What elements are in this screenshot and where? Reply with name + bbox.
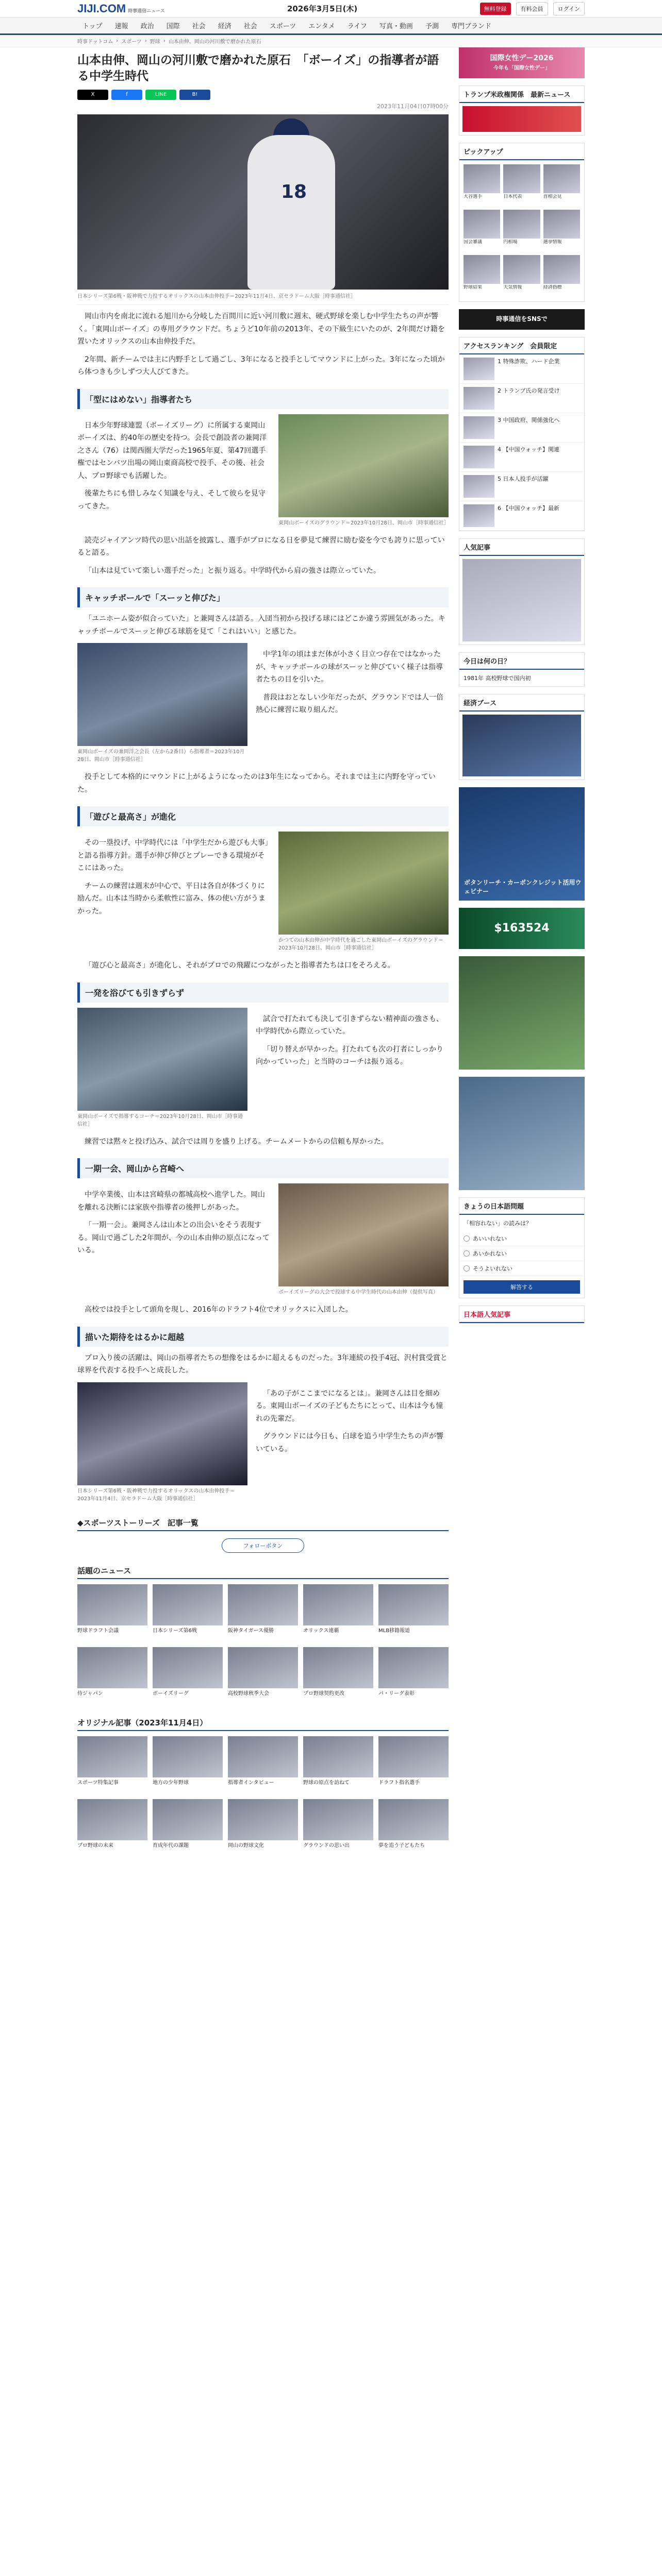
ranking-item[interactable] [459, 472, 584, 501]
pickup-image [464, 210, 500, 239]
trend-heading: トランプ米政権関係 最新ニュース [459, 86, 584, 103]
card-image [378, 1647, 449, 1688]
today-text[interactable]: 1981年 高校野球で国内初 [464, 675, 531, 682]
ranking-title: 2 トランプ氏の発言受け [498, 387, 560, 394]
ranking-item[interactable] [459, 501, 584, 531]
ranking-item[interactable] [459, 413, 584, 443]
pickup-image [543, 255, 580, 284]
price-banner[interactable]: $163524 [459, 908, 585, 949]
original-card[interactable] [228, 1736, 298, 1794]
card-title: 岡山の野球文化 [228, 1842, 264, 1849]
pickup-item[interactable] [543, 210, 580, 252]
ad-banner[interactable] [459, 787, 585, 901]
photo-image [278, 1183, 449, 1286]
pickup-title: 野球結果 [464, 285, 483, 290]
nav-item[interactable]: 社会 [192, 23, 206, 30]
person-image[interactable] [462, 559, 581, 641]
breadcrumb-item[interactable]: 時事ドットコム [77, 39, 113, 45]
ranking-thumb [464, 504, 494, 527]
photo-caption: 東岡山ボーイズで指導するコーチ＝2023年10月28日、岡山市［時事通信社］ [77, 1113, 243, 1127]
pickup-title: 首相会見 [543, 194, 562, 199]
original-heading: オリジナル記事（2023年11月4日） [77, 1717, 449, 1731]
section-heading: 一期一会、岡山から宮崎へ [77, 1158, 449, 1178]
photo-caption: 東岡山ボーイズのグラウンド＝2023年10月28日、岡山市［時事通信社］ [278, 520, 449, 526]
article-photo[interactable] [278, 414, 449, 529]
nav-item[interactable]: 経済 [218, 23, 231, 30]
survey-option[interactable] [459, 1231, 584, 1246]
card-image [77, 1584, 147, 1625]
related-card[interactable] [378, 1584, 449, 1642]
article-photo[interactable] [278, 832, 449, 954]
today-box [459, 652, 585, 687]
card-title: 指導者インタビュー [228, 1780, 274, 1786]
article-title: 山本由伸、岡山の河川敷で磨かれた原石 「ボーイズ」の指導者が語る中学生時代 [77, 54, 439, 83]
photo-image [77, 643, 247, 746]
card-image [378, 1736, 449, 1777]
card-image [228, 1584, 298, 1625]
card-image [77, 1736, 147, 1777]
photo-image [77, 1382, 247, 1485]
card-title: パ・リーグ表彰 [378, 1690, 415, 1697]
section-heading: 一発を浴びても引きずらず [77, 982, 449, 1003]
ranking-thumb [464, 446, 494, 468]
pickup-title: 天気情報 [503, 285, 522, 290]
pickup-image [503, 255, 540, 284]
card-title: 阪神タイガース優勝 [228, 1628, 274, 1634]
pickup-title: 経済指標 [543, 285, 562, 290]
econ-heading: 経済ブース [459, 694, 584, 711]
publish-date: 2023年11月04日07時00分 [377, 103, 449, 110]
line-share-icon[interactable]: LINE [145, 90, 176, 100]
section-heading: 「遊びと最高さ」が進化 [77, 806, 449, 826]
nav-item[interactable]: 国際 [166, 23, 180, 30]
trend-box [459, 86, 585, 135]
paragraph: チームの練習は週末が中心で、平日は各自が体づくりに励んだ。山本は当時から柔軟性に富み、体の使い方がうまかった。 [77, 882, 266, 916]
sidebar [459, 47, 585, 1331]
breadcrumb-item[interactable]: 野球 [150, 39, 160, 45]
card-title: プロ野球の未来 [77, 1842, 113, 1849]
photo-image [278, 414, 449, 517]
related-card[interactable] [77, 1647, 147, 1705]
ranking-item[interactable] [459, 443, 584, 472]
jp-ranking-heading: 日本語人気記事 [459, 1306, 584, 1323]
radio-icon [464, 1265, 470, 1272]
pickup-item[interactable] [543, 255, 580, 297]
register-button[interactable]: 無料登録 [480, 3, 511, 15]
paragraph: 普段はおとなしい少年だったが、グラウンドでは人一倍熱心に練習に取り組んだ。 [256, 693, 443, 715]
related-card[interactable] [378, 1647, 449, 1705]
ad-banner-2[interactable] [459, 956, 585, 1070]
related-card[interactable] [153, 1584, 223, 1642]
pickup-item[interactable] [503, 255, 540, 297]
ranking-item[interactable] [459, 354, 584, 384]
photo-caption: ボーイズリーグの大会で投球する中学生時代の山本由伸（提供写真） [278, 1290, 438, 1296]
original-card[interactable] [378, 1736, 449, 1794]
related-card[interactable] [228, 1584, 298, 1642]
related-card[interactable] [303, 1584, 373, 1642]
current-date: 2026年3月5日(木) [287, 4, 358, 13]
pickup-title: 国会審議 [464, 240, 483, 245]
photo-caption: かつての山本由伸が中学時代を過ごした東岡山ボーイズのグラウンド＝2023年10月28日、岡山市［時事通信社］ [278, 938, 443, 952]
card-title: 野球ドラフト会議 [77, 1628, 119, 1634]
top-bar [0, 0, 662, 18]
card-image [378, 1584, 449, 1625]
original-card[interactable] [303, 1799, 373, 1857]
pickup-item[interactable] [503, 164, 540, 207]
survey-question: 「相容れない」の読みは？ [464, 1220, 532, 1227]
related-card[interactable] [228, 1647, 298, 1705]
card-image [153, 1736, 223, 1777]
ranking-thumb [464, 358, 494, 380]
pickup-image [543, 210, 580, 239]
card-image [378, 1799, 449, 1840]
ranking-thumb [464, 416, 494, 439]
card-title: プロ野球契約更改 [303, 1690, 344, 1697]
nav-item[interactable]: 専門ブランド [451, 23, 491, 30]
paragraph: 岡山市内を南北に流れる旭川から分岐した百間川に近い河川敷に週末、硬式野球を楽しむ中学生たちの声が響く。「東岡山ボーイズ」の専用グラウンドだ。ちょうど10年前の2013年、その下級生にいたのが、2年間だけ籍を置いたオリックスの山本由伸投手だ。 [77, 312, 445, 346]
original-card[interactable] [77, 1736, 147, 1794]
original-card[interactable] [153, 1799, 223, 1857]
premium-button[interactable]: 有料会員 [516, 2, 548, 15]
main-nav [0, 18, 662, 35]
ranking-title: 4 【中国ウォッチ】関連 [498, 446, 560, 453]
card-title: スポーツ特集記事 [77, 1780, 119, 1786]
original-card[interactable] [153, 1736, 223, 1794]
survey-box [459, 1197, 585, 1298]
card-image [303, 1584, 373, 1625]
card-title: ボーイズリーグ [153, 1690, 189, 1697]
card-title: 地方の少年野球 [153, 1780, 189, 1786]
breadcrumb-item: 山本由伸、岡山の河川敷で磨かれた原石 [168, 39, 261, 45]
paragraph: 後輩たちにも惜しみなく知識を与え、そして彼らを見守ってきた。 [77, 489, 266, 511]
pickup-title: 円相場 [503, 240, 518, 245]
paragraph: グラウンドには今日も、白球を追う中学生たちの声が響いている。 [256, 1432, 443, 1453]
original-card[interactable] [378, 1799, 449, 1857]
radio-icon [464, 1235, 470, 1242]
ranking-title: 3 中国政府、関係強化へ [498, 417, 560, 423]
ranking-thumb [464, 387, 494, 410]
site-logo[interactable]: JIJI.COM 時事通信ニュース [77, 2, 165, 15]
pickup-image [464, 164, 500, 193]
card-image [228, 1647, 298, 1688]
womens-day-banner[interactable]: 国際女性デー2026 今年も「国際女性デー」 [459, 47, 585, 78]
related-card[interactable] [77, 1584, 147, 1642]
paragraph: 「一期一会」。兼岡さんは山本との出会いをそう表現する。岡山で過ごした2年間が、今の山本由伸の原点になっている。 [77, 1221, 270, 1255]
photo-caption: 日本シリーズ第6戦・阪神戦で力投するオリックスの山本由伸投手＝2023年11月4日、京セラドーム大阪［時事通信社］ [77, 1488, 235, 1502]
card-title: 夢を追う子どもたち [378, 1842, 425, 1849]
option-label: あいかれない [473, 1250, 507, 1257]
card-image [303, 1799, 373, 1840]
original-card[interactable] [303, 1736, 373, 1794]
nav-item[interactable]: 社会 [243, 23, 257, 30]
paragraph: 中学1年の頃はまだ体が小さく目立つ存在ではなかったが、キャッチボールの球がスーッと伸びていく様子は指導者たちの目を引いた。 [256, 650, 443, 684]
chevron-right-icon: › [163, 38, 166, 44]
person-box [459, 538, 585, 645]
ranking-title: 5 日本人投手が活躍 [498, 476, 549, 482]
hero-photo[interactable] [77, 114, 449, 290]
paragraph: その一塁投げ、中学時代には「中学生だから遊びも大事」と語る指導方針。選手が伸び伸びとプレーできる環境がそこにはあった。 [77, 839, 269, 873]
pickup-image [464, 255, 500, 284]
chevron-right-icon: › [116, 38, 119, 44]
nav-item[interactable]: スポーツ [269, 23, 296, 30]
econ-image[interactable] [462, 715, 581, 776]
hero-caption: 日本シリーズ第6戦・阪神戦で力投するオリックスの山本由伸投手＝2023年11月4日、京セラドーム大阪［時事通信社］ [77, 290, 449, 305]
article-photo[interactable] [77, 643, 247, 766]
photo-image [278, 832, 449, 935]
share-bar [77, 90, 449, 100]
card-image [153, 1584, 223, 1625]
ranking-box [459, 337, 585, 531]
card-image [303, 1736, 373, 1777]
breadcrumb-item[interactable]: スポーツ [121, 39, 142, 45]
card-image [228, 1736, 298, 1777]
card-title: オリックス連覇 [303, 1628, 339, 1634]
econ-box [459, 694, 585, 780]
survey-heading: きょうの日本語問題 [459, 1198, 584, 1215]
paragraph: 中学卒業後、山本は宮崎県の都城高校へ進学した。岡山を離れる決断には家族や指導者の後押しがあった。 [77, 1191, 265, 1212]
pickup-item[interactable] [503, 210, 540, 252]
card-title: 野球の原点を訪ねて [303, 1780, 350, 1786]
x-share-icon[interactable]: X [77, 90, 108, 100]
trend-banner[interactable] [462, 106, 581, 132]
ranking-heading: アクセスランキング 会員限定 [459, 337, 584, 354]
follow-button[interactable]: フォローボタン [222, 1538, 304, 1553]
sns-banner[interactable]: 時事通信をSNSで [459, 309, 585, 330]
card-title: 高校野球秋季大会 [228, 1690, 269, 1697]
paragraph: 日本少年野球連盟（ボーイズリーグ）に所属する東岡山ボーイズは、約40年の歴史を持つ。会長で創設者の兼岡洋之さん（76）は関西圏大学だった1965年夏、第47回選手権ではセンバツ出場の岡山東商高校で投手、その後、社会人、プロ野球でも活躍した。 [77, 421, 267, 480]
ad-title: ボタンリーチ・カーボンクレジット活用ウェビナー [464, 879, 582, 895]
nav-item[interactable]: トップ [82, 23, 103, 30]
nav-item[interactable]: 予測 [425, 23, 439, 30]
related-card[interactable] [153, 1647, 223, 1705]
paragraph: 「遊び心と最高さ」が進化し、それがプロでの飛躍につながったと指導者たちは口をそろえる。 [85, 961, 395, 970]
paragraph: プロ入り後の活躍は、岡山の指導者たちの想像をはるかに超えるものだった。3年連続の投手4冠、沢村賞受賞と球界を代表する投手へと成長した。 [77, 1353, 448, 1375]
pickup-item[interactable] [464, 255, 500, 297]
ranking-item[interactable] [459, 384, 584, 413]
series-link[interactable]: ◆スポーツストーリーズ 記事一覧 [77, 1517, 449, 1531]
paragraph: 「あの子がここまでになるとは」。兼岡さんは目を細める。東岡山ボーイズの子どもたちにとって、山本は今も憧れの先輩だ。 [256, 1389, 443, 1423]
original-grid [77, 1736, 449, 1857]
ad-banner-3[interactable] [459, 1077, 585, 1190]
survey-submit-button[interactable]: 解答する [464, 1280, 580, 1294]
card-image [77, 1799, 147, 1840]
nav-item[interactable]: 政治 [140, 23, 154, 30]
related-card[interactable] [303, 1647, 373, 1705]
related-heading: 話題のニュース [77, 1565, 449, 1579]
paragraph: 読売ジャイアンツ時代の思い出話を披露し、選手がプロになる日を夢見て練習に励む姿を今でも誇りに思っていると語る。 [77, 536, 445, 557]
ranking-title: 6 【中国ウォッチ】最新 [498, 505, 560, 512]
person-heading: 人気記事 [459, 539, 584, 556]
original-card[interactable] [228, 1799, 298, 1857]
pickup-box [459, 143, 585, 302]
breadcrumb [0, 35, 662, 47]
article-photo[interactable] [278, 1183, 449, 1298]
section-heading: 「型にはめない」指導者たち [77, 389, 449, 409]
ranking-title: 1 特殊詐欺、ハード企業 [498, 358, 560, 365]
photo-caption: 東岡山ボーイズの兼岡洋之会長（左から2番目）ら指導者＝2023年10月28日、岡山市［時事通信社］ [77, 749, 245, 763]
jp-ranking-box [459, 1306, 585, 1324]
nav-item[interactable]: ライフ [347, 23, 367, 30]
pickup-title: 大谷選手 [464, 194, 483, 199]
today-heading: 今日は何の日？ [459, 653, 584, 670]
pickup-item[interactable] [464, 210, 500, 252]
facebook-share-icon[interactable]: f [111, 90, 142, 100]
card-title: 侍ジャパン [77, 1690, 103, 1697]
hatena-share-icon[interactable]: B! [179, 90, 210, 100]
nav-item[interactable]: 写真・動画 [379, 23, 413, 30]
pickup-image [503, 210, 540, 239]
card-title: ドラフト指名選手 [378, 1780, 420, 1786]
survey-option[interactable] [459, 1246, 584, 1261]
paragraph: 試合で打たれても決して引きずらない精神面の強さも、中学時代から際立っていた。 [256, 1014, 443, 1036]
player-figure-shape [247, 135, 335, 290]
card-title: 日本シリーズ第6戦 [153, 1628, 197, 1634]
card-image [303, 1647, 373, 1688]
radio-icon [464, 1250, 470, 1257]
card-image [77, 1647, 147, 1688]
pickup-title: 選挙情報 [543, 240, 562, 245]
section-heading: 描いた期待をはるかに超越 [77, 1327, 449, 1347]
paragraph: 練習では黙々と投げ込み、試合では周りを盛り上げる。チームメートからの信頼も厚かった。 [85, 1137, 388, 1146]
paragraph: 高校では投手として頭角を現し、2016年のドラフト4位でオリックスに入団した。 [85, 1306, 353, 1314]
ranking-thumb [464, 475, 494, 498]
card-title: 育成年代の課題 [153, 1842, 189, 1849]
pickup-heading: ピックアップ [459, 143, 584, 160]
jersey-number: 18 [281, 181, 307, 203]
survey-option[interactable] [459, 1261, 584, 1276]
pickup-image [543, 164, 580, 193]
pickup-image [503, 164, 540, 193]
option-label: そうよいれない [473, 1265, 512, 1272]
original-card[interactable] [77, 1799, 147, 1857]
login-button[interactable]: ログイン [553, 2, 585, 15]
pickup-title: 日本代表 [503, 194, 522, 199]
paragraph: 「ユニホーム姿が似合っていた」と兼岡さんは語る。入団当初から投げる球にはどこか違う雰囲気があった。キャッチボールでスーッと伸びる球筋を見て「これはいい」と感じた。 [77, 615, 445, 636]
card-image [153, 1799, 223, 1840]
card-image [228, 1799, 298, 1840]
paragraph: 2年間、新チームでは主に内野手として過ごし、3年になると投手としてマウンドに上がった。3年になった頃から体つきも少しずつ大人びてきた。 [77, 355, 445, 377]
pickup-item[interactable] [543, 164, 580, 207]
pickup-item[interactable] [464, 164, 500, 207]
option-label: あいいれない [473, 1235, 507, 1242]
article-main [77, 47, 449, 1857]
chevron-right-icon: › [144, 38, 147, 44]
nav-item[interactable]: 速報 [114, 23, 128, 30]
card-title: MLB移籍報道 [378, 1628, 410, 1634]
paragraph: 投手として本格的にマウンドに上がるようになったのは3年生になってから。それまでは主に内野を守っていた。 [77, 773, 436, 794]
article-photo[interactable] [77, 1008, 247, 1130]
paragraph: 「切り替えが早かった。打たれても次の打者にしっかり向かっていった」と当時のコーチは振り返る。 [256, 1045, 443, 1066]
photo-image [77, 1008, 247, 1111]
nav-item[interactable]: エンタメ [308, 23, 335, 30]
article-photo[interactable] [77, 1382, 247, 1505]
card-title: グラウンドの思い出 [303, 1842, 350, 1849]
section-heading: キャッチボールで「スーッと伸びた」 [77, 587, 449, 607]
card-image [153, 1647, 223, 1688]
paragraph: 「山本は見ていて楽しい選手だった」と振り返る。中学時代から肩の強さは際立っていた。 [85, 566, 380, 575]
related-grid [77, 1584, 449, 1705]
